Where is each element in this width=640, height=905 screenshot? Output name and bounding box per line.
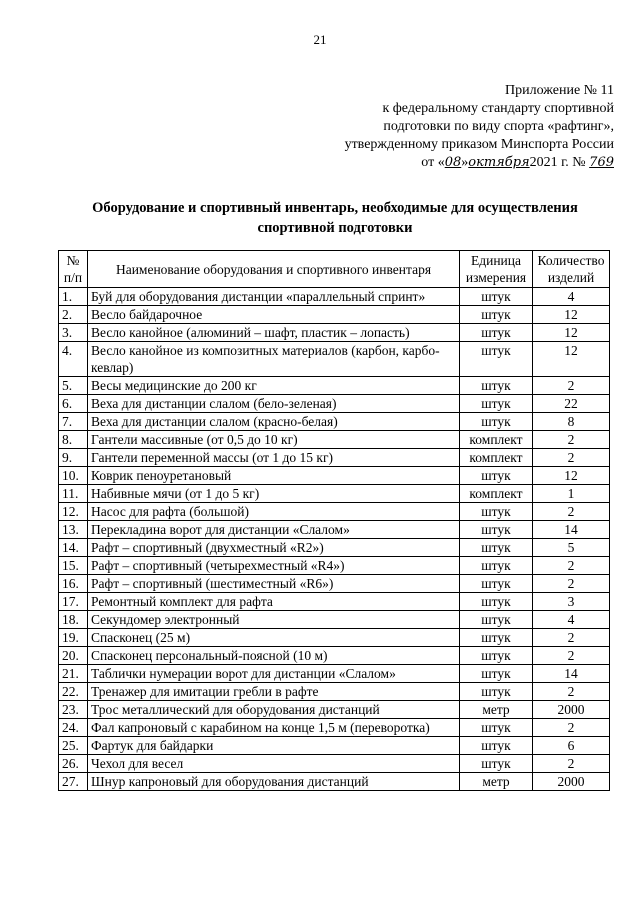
cell-unit: штук [460, 593, 533, 611]
cell-qty: 12 [533, 342, 610, 377]
cell-name: Коврик пеноуретановый [88, 467, 460, 485]
cell-num: 23. [59, 701, 88, 719]
cell-qty: 14 [533, 521, 610, 539]
cell-num: 14. [59, 539, 88, 557]
table-row [59, 413, 610, 431]
cell-qty: 2 [533, 503, 610, 521]
cell-num: 10. [59, 467, 88, 485]
cell-num: 22. [59, 683, 88, 701]
cell-num: 25. [59, 737, 88, 755]
cell-unit: штук [460, 737, 533, 755]
cell-qty: 4 [533, 288, 610, 306]
appendix-line-4: утвержденному приказом Минспорта России [344, 137, 614, 152]
cell-unit: комплект [460, 431, 533, 449]
cell-name: Весло канойное из композитных материалов (карбон, карбо-кевлар) [88, 342, 460, 377]
cell-num: 2. [59, 306, 88, 324]
table-row [59, 377, 610, 395]
cell-num: 6. [59, 395, 88, 413]
cell-qty: 2 [533, 557, 610, 575]
table-header-row [59, 251, 610, 288]
cell-name: Тренажер для имитации гребли в рафте [88, 683, 460, 701]
cell-qty: 2 [533, 377, 610, 395]
appendix-line-1: Приложение № 11 [505, 83, 614, 98]
cell-name: Секундомер электронный [88, 611, 460, 629]
cell-name: Спасконец (25 м) [88, 629, 460, 647]
cell-num: 8. [59, 431, 88, 449]
cell-num: 9. [59, 449, 88, 467]
cell-num: 27. [59, 773, 88, 791]
cell-unit: комплект [460, 449, 533, 467]
header-qty: Количество изделий [533, 251, 610, 288]
cell-name: Весло байдарочное [88, 306, 460, 324]
order-year: 2021 г. № [529, 155, 590, 170]
table-row [59, 683, 610, 701]
table-row [59, 737, 610, 755]
table-row [59, 773, 610, 791]
cell-num: 3. [59, 324, 88, 342]
cell-name: Спасконец персональный-поясной (10 м) [88, 647, 460, 665]
title-line-2: спортивной подготовки [257, 220, 413, 236]
cell-name: Рафт – спортивный (шестиместный «R6») [88, 575, 460, 593]
cell-num: 11. [59, 485, 88, 503]
header-unit: Единица измерения [460, 251, 533, 288]
cell-num: 16. [59, 575, 88, 593]
table-row [59, 719, 610, 737]
table-row [59, 306, 610, 324]
order-month: октября [468, 155, 530, 170]
cell-unit: штук [460, 665, 533, 683]
cell-unit: штук [460, 755, 533, 773]
table-row [59, 342, 610, 377]
cell-name: Буй для оборудования дистанции «параллельный спринт» [88, 288, 460, 306]
cell-qty: 2 [533, 647, 610, 665]
cell-unit: штук [460, 611, 533, 629]
cell-name: Таблички нумерации ворот для дистанции «Слалом» [88, 665, 460, 683]
cell-unit: штук [460, 629, 533, 647]
cell-qty: 2 [533, 575, 610, 593]
cell-unit: штук [460, 683, 533, 701]
order-prefix: от « [421, 155, 445, 170]
cell-num: 7. [59, 413, 88, 431]
table-row [59, 324, 610, 342]
cell-name: Рафт – спортивный (четырехместный «R4») [88, 557, 460, 575]
cell-unit: штук [460, 306, 533, 324]
cell-unit: штук [460, 539, 533, 557]
table-row [59, 665, 610, 683]
cell-unit: штук [460, 413, 533, 431]
table-body [59, 288, 610, 791]
cell-unit: штук [460, 377, 533, 395]
cell-qty: 2000 [533, 701, 610, 719]
cell-num: 21. [59, 665, 88, 683]
cell-unit: штук [460, 342, 533, 377]
cell-name: Гантели массивные (от 0,5 до 10 кг) [88, 431, 460, 449]
cell-qty: 2 [533, 629, 610, 647]
cell-name: Ремонтный комплект для рафта [88, 593, 460, 611]
table-row [59, 521, 610, 539]
appendix-line-2: к федеральному стандарту спортивной [382, 101, 614, 116]
cell-name: Перекладина ворот для дистанции «Слалом» [88, 521, 460, 539]
cell-qty: 1 [533, 485, 610, 503]
cell-num: 13. [59, 521, 88, 539]
cell-unit: штук [460, 719, 533, 737]
table-row [59, 647, 610, 665]
cell-qty: 2000 [533, 773, 610, 791]
cell-num: 18. [59, 611, 88, 629]
cell-qty: 4 [533, 611, 610, 629]
table-row [59, 611, 610, 629]
cell-unit: штук [460, 503, 533, 521]
cell-qty: 12 [533, 324, 610, 342]
cell-name: Веха для дистанции слалом (бело-зеленая) [88, 395, 460, 413]
cell-qty: 8 [533, 413, 610, 431]
table-row [59, 539, 610, 557]
page-number: 21 [313, 32, 327, 47]
cell-name: Фал капроновый с карабином на конце 1,5 м (переворотка) [88, 719, 460, 737]
cell-num: 1. [59, 288, 88, 306]
cell-qty: 5 [533, 539, 610, 557]
table-row [59, 485, 610, 503]
appendix-line-3: подготовки по виду спорта «рафтинг», [383, 119, 614, 134]
order-mid: » [461, 155, 469, 170]
title-line-1: Оборудование и спортивный инвентарь, необходимые для осуществления [92, 200, 578, 216]
cell-name: Весло канойное (алюминий – шафт, пластик – лопасть) [88, 324, 460, 342]
table-row [59, 701, 610, 719]
cell-qty: 12 [533, 306, 610, 324]
document-title [60, 198, 610, 238]
cell-name: Чехол для весел [88, 755, 460, 773]
cell-unit: штук [460, 521, 533, 539]
table-row [59, 288, 610, 306]
table-row [59, 629, 610, 647]
cell-name: Веха для дистанции слалом (красно-белая) [88, 413, 460, 431]
cell-num: 17. [59, 593, 88, 611]
table-row [59, 431, 610, 449]
equipment-table [58, 250, 610, 791]
cell-num: 4. [59, 342, 88, 377]
cell-unit: штук [460, 647, 533, 665]
cell-name: Весы медицинские до 200 кг [88, 377, 460, 395]
cell-qty: 2 [533, 449, 610, 467]
cell-qty: 2 [533, 755, 610, 773]
cell-unit: штук [460, 557, 533, 575]
header-num: № п/п [59, 251, 88, 288]
cell-qty: 6 [533, 737, 610, 755]
cell-unit: метр [460, 701, 533, 719]
cell-num: 26. [59, 755, 88, 773]
cell-name: Рафт – спортивный (двухместный «R2») [88, 539, 460, 557]
cell-num: 24. [59, 719, 88, 737]
cell-unit: штук [460, 288, 533, 306]
cell-name: Насос для рафта (большой) [88, 503, 460, 521]
cell-unit: штук [460, 467, 533, 485]
cell-num: 15. [59, 557, 88, 575]
table-row [59, 755, 610, 773]
cell-qty: 12 [533, 467, 610, 485]
cell-unit: штук [460, 324, 533, 342]
cell-name: Фартук для байдарки [88, 737, 460, 755]
table-row [59, 575, 610, 593]
cell-unit: метр [460, 773, 533, 791]
table-row [59, 467, 610, 485]
order-number: 769 [589, 155, 614, 170]
cell-name: Шнур капроновый для оборудования дистанций [88, 773, 460, 791]
table-row [59, 503, 610, 521]
cell-num: 5. [59, 377, 88, 395]
order-date-line [274, 154, 614, 172]
cell-num: 20. [59, 647, 88, 665]
cell-name: Трос металлический для оборудования дистанций [88, 701, 460, 719]
cell-name: Гантели переменной массы (от 1 до 15 кг) [88, 449, 460, 467]
cell-qty: 3 [533, 593, 610, 611]
table-row [59, 593, 610, 611]
cell-unit: штук [460, 395, 533, 413]
cell-qty: 2 [533, 719, 610, 737]
header-name: Наименование оборудования и спортивного инвентаря [88, 251, 460, 288]
table-row [59, 557, 610, 575]
cell-unit: штук [460, 575, 533, 593]
cell-unit: комплект [460, 485, 533, 503]
cell-qty: 22 [533, 395, 610, 413]
appendix-header [274, 82, 614, 172]
order-day: 08 [444, 155, 462, 170]
table-row [59, 395, 610, 413]
cell-name: Набивные мячи (от 1 до 5 кг) [88, 485, 460, 503]
cell-num: 19. [59, 629, 88, 647]
cell-qty: 14 [533, 665, 610, 683]
table-row [59, 449, 610, 467]
cell-qty: 2 [533, 683, 610, 701]
cell-num: 12. [59, 503, 88, 521]
cell-qty: 2 [533, 431, 610, 449]
